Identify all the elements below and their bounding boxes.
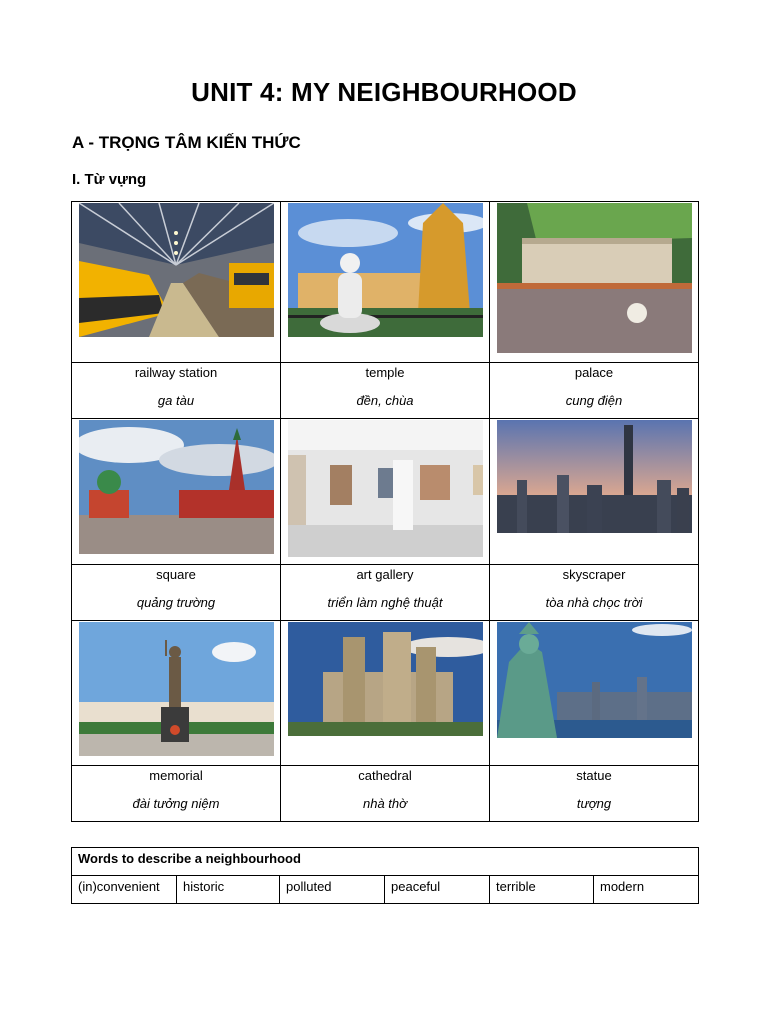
vocab-english: skyscraper	[562, 567, 626, 582]
vocab-label-cell	[281, 565, 490, 621]
vocab-vietnamese: triển làm nghệ thuật	[327, 595, 443, 610]
vocab-english: statue	[576, 768, 612, 783]
vocab-label-cell	[72, 363, 281, 419]
vocab-vietnamese: đài tưởng niệm	[132, 796, 220, 811]
vocab-image-cell	[281, 202, 490, 363]
statue-image	[497, 622, 692, 738]
art-gallery-image	[288, 420, 483, 557]
vocab-vietnamese: nhà thờ	[362, 796, 407, 811]
describe-word: peaceful	[385, 876, 490, 904]
cathedral-image	[288, 622, 483, 736]
square-image	[79, 420, 274, 554]
vocab-english: temple	[365, 365, 405, 380]
vocab-vietnamese: ga tàu	[157, 393, 195, 408]
vocab-english: square	[156, 567, 196, 582]
page-title: UNIT 4: MY NEIGHBOURHOOD	[191, 77, 577, 107]
vocab-image-cell	[281, 621, 490, 766]
vocab-vietnamese: tòa nhà chọc trời	[545, 595, 643, 610]
vocab-image-cell	[72, 419, 281, 565]
vocab-english: art gallery	[356, 567, 414, 582]
vocab-label-cell	[490, 766, 699, 822]
vocab-english: railway station	[134, 365, 218, 380]
memorial-image	[79, 622, 274, 756]
vocabulary-table	[71, 201, 699, 822]
describe-words-heading: Words to describe a neighbourhood	[72, 848, 699, 876]
section-heading: A - TRỌNG TÂM KIẾN THỨC	[72, 133, 301, 152]
vocab-english: palace	[574, 365, 614, 380]
describe-word: (in)convenient	[72, 876, 177, 904]
describe-word: terrible	[490, 876, 594, 904]
vocab-label-cell	[72, 766, 281, 822]
railway-station-image	[79, 203, 274, 337]
temple-image	[288, 203, 483, 337]
vocab-vietnamese: tượng	[576, 796, 612, 811]
vocab-vietnamese: đền, chùa	[356, 393, 414, 408]
vocab-vietnamese: cung điện	[565, 393, 623, 408]
palace-image	[497, 203, 692, 353]
describe-words-table	[71, 847, 699, 904]
vocab-image-cell	[490, 419, 699, 565]
vocab-label-cell	[281, 363, 490, 419]
describe-word: historic	[177, 876, 280, 904]
vocab-label-cell	[72, 565, 281, 621]
vocab-english: memorial	[149, 768, 203, 783]
vocab-label-cell	[490, 565, 699, 621]
subsection-heading: I. Từ vựng	[72, 171, 147, 188]
vocab-english: cathedral	[358, 768, 412, 783]
skyscraper-image	[497, 420, 692, 533]
vocab-vietnamese: quảng trường	[136, 595, 216, 610]
describe-word: modern	[594, 876, 699, 904]
vocab-image-cell	[490, 202, 699, 363]
vocab-image-cell	[281, 419, 490, 565]
describe-word: polluted	[280, 876, 385, 904]
vocab-label-cell	[281, 766, 490, 822]
vocab-image-cell	[72, 202, 281, 363]
vocab-image-cell	[72, 621, 281, 766]
vocab-image-cell	[490, 621, 699, 766]
vocab-label-cell	[490, 363, 699, 419]
